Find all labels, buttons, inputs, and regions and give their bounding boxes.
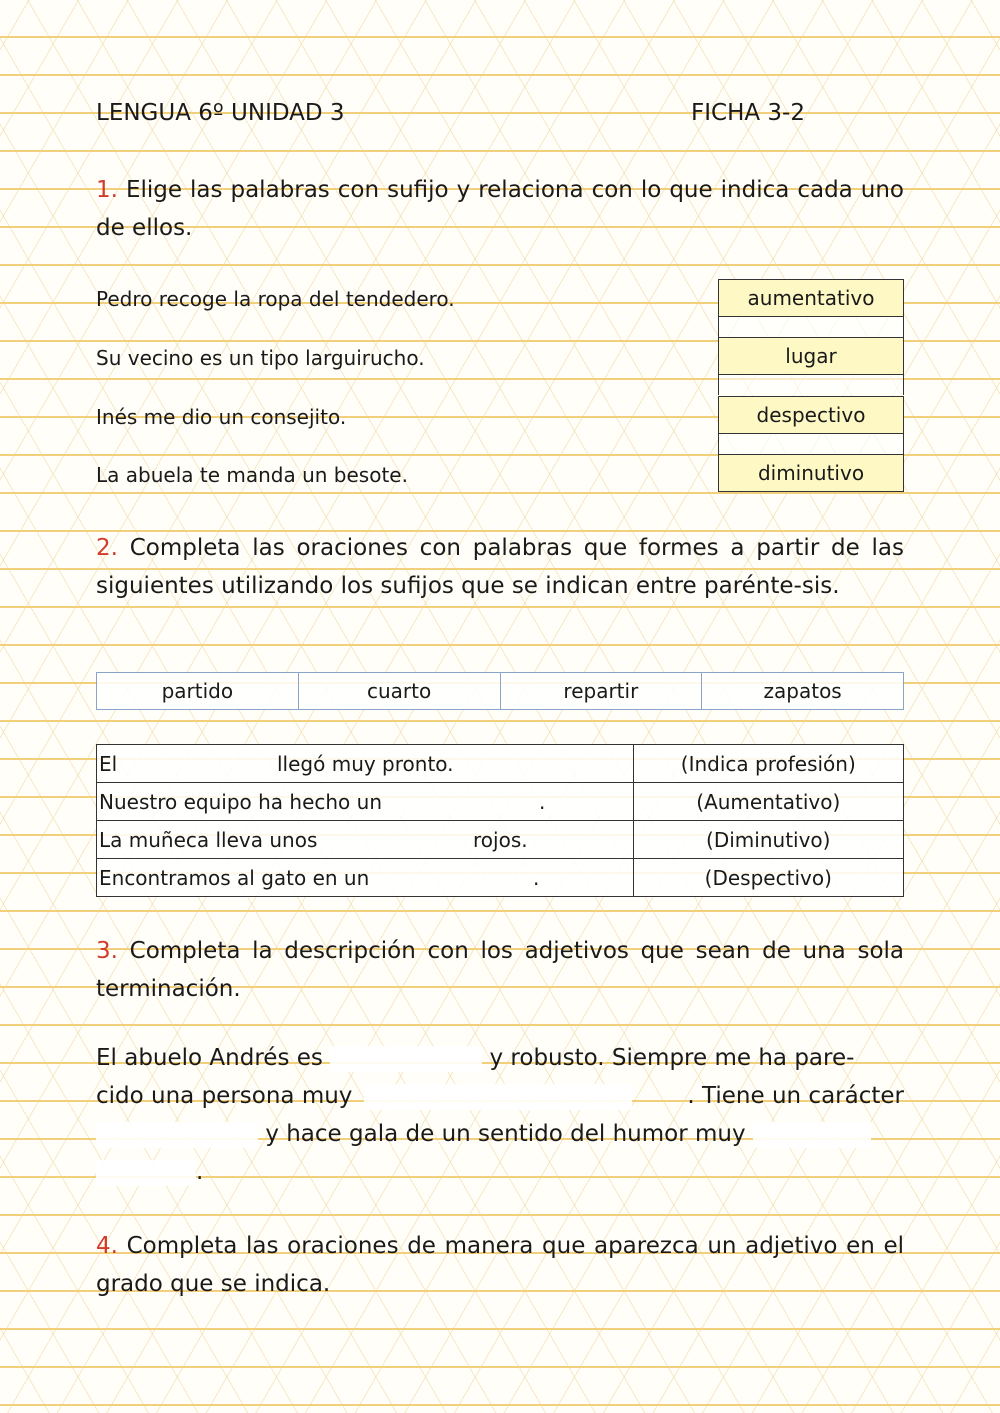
sentence-end: llegó muy pronto. [277, 751, 454, 776]
answer-blank[interactable] [96, 1122, 258, 1148]
sentence-start: El [99, 751, 118, 776]
desc-text: El abuelo Andrés es [96, 1045, 323, 1071]
desc-text: y robusto. Siempre me ha pare- [489, 1045, 855, 1071]
sentence-start: Nuestro equipo ha hecho un [99, 789, 382, 814]
word-zapatos: zapatos [702, 673, 904, 710]
question-4 [96, 1227, 904, 1303]
sentences-table [96, 744, 904, 897]
question-number: 1. [96, 177, 118, 203]
sentence-end: . [539, 789, 546, 814]
hint-cell: (Indica profesión) [633, 745, 903, 783]
sentence-1: Pedro recoge la ropa del tendedero. [96, 287, 455, 311]
word-cuarto: cuarto [298, 673, 500, 710]
question-text: Elige las palabras con sufijo y relaciona con lo que indica cada uno de ellos. [96, 177, 904, 241]
worksheet-code: FICHA 3-2 [691, 100, 805, 126]
sentence-cell [97, 745, 634, 783]
desc-text: . Tiene un carácter [687, 1083, 904, 1109]
option-gap [718, 375, 904, 395]
desc-text: y hace gala de un sentido del humor muy [265, 1121, 746, 1147]
word-repartir: repartir [500, 673, 702, 710]
answer-blank[interactable] [753, 1122, 871, 1148]
sentence-3: Inés me dio un consejito. [96, 405, 347, 429]
desc-text: . [196, 1159, 204, 1185]
desc-text: cido una persona muy [96, 1083, 353, 1109]
option-lugar[interactable]: lugar [718, 337, 904, 375]
description-paragraph [96, 1039, 904, 1191]
question-2 [96, 529, 904, 605]
option-gap [718, 434, 904, 454]
option-gap [718, 317, 904, 337]
table-row [97, 745, 904, 783]
hint-cell: (Despectivo) [633, 859, 903, 897]
answer-blank[interactable] [330, 1046, 482, 1072]
option-despectivo[interactable]: despectivo [718, 396, 904, 434]
question-text: Completa las oraciones de manera que aparezca un adjetivo en el grado que se indica. [96, 1233, 904, 1297]
sentence-start: Encontramos al gato en un [99, 865, 370, 890]
sentence-cell [97, 821, 634, 859]
word-bank [96, 672, 904, 710]
option-aumentativo[interactable]: aumentativo [718, 279, 904, 317]
sentence-start: La muñeca lleva unos [99, 827, 318, 852]
worksheet-title: LENGUA 6º UNIDAD 3 [96, 100, 345, 126]
word-partido: partido [97, 673, 299, 710]
option-diminutivo[interactable]: diminutivo [718, 454, 904, 492]
sentence-end: rojos. [473, 827, 528, 852]
hint-cell: (Aumentativo) [633, 783, 903, 821]
hint-cell: (Diminutivo) [633, 821, 903, 859]
answer-blank[interactable] [364, 1084, 632, 1110]
question-3 [96, 932, 904, 1008]
sentence-2: Su vecino es un tipo larguirucho. [96, 346, 425, 370]
sentence-cell [97, 859, 634, 897]
question-number: 4. [96, 1233, 118, 1259]
answer-blank[interactable] [96, 1160, 196, 1186]
table-row [97, 859, 904, 897]
question-text: Completa la descripción con los adjetivos que sean de una sola terminación. [96, 938, 904, 1002]
sentence-4: La abuela te manda un besote. [96, 463, 408, 487]
table-row [97, 821, 904, 859]
question-number: 2. [96, 535, 118, 561]
question-1 [96, 171, 904, 247]
question-number: 3. [96, 938, 118, 964]
sentence-end: . [533, 865, 540, 890]
table-row [97, 783, 904, 821]
question-text: Completa las oraciones con palabras que formes a partir de las siguientes utilizando los sufijos que se indican entre parénte-sis. [96, 535, 905, 599]
sentence-cell [97, 783, 634, 821]
